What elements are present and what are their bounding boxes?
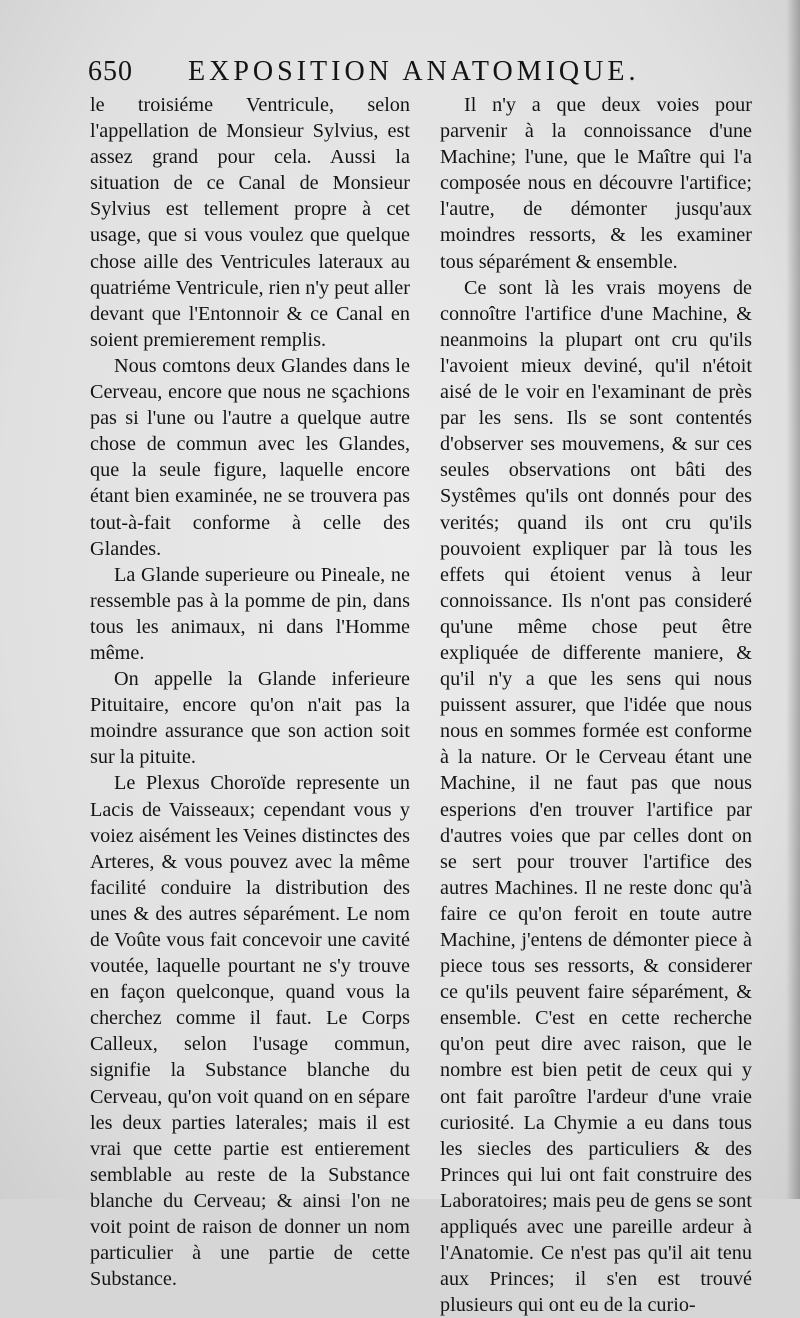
page-number: 650 [88, 56, 133, 87]
paragraph: Il n'y a que deux voies pour parvenir à la connoissance d'une Machine; l'une, que le Maître qui l'a composée nous en découvre l'artifice; l'autre, de démonter jusqu'aux moindres ressorts, & les examiner tous séparément & ensemble. [440, 94, 752, 273]
running-title: EXPOSITION ANATOMIQUE. [188, 56, 640, 87]
left-column [90, 92, 410, 1292]
page-header [88, 56, 768, 92]
paragraph: On appelle la Glande inferieure Pituitaire, encore qu'on n'ait pas la moindre assurance que son action soit sur la pituite. [90, 668, 410, 769]
paragraph: le troisiéme Ventricule, selon l'appellation de Monsieur Sylvius, est assez grand pour cela. Aussi la situation de ce Canal de Monsieur Sylvius est tellement propre à cet usage, que si vous voulez que quelque chose aille des Ventricules lateraux au quatriéme Ventricule, rien n'y peut aller devant que l'Entonnoir & ce Canal en soient premierement remplis. [90, 94, 410, 351]
page-edge-shadow [786, 0, 800, 1199]
paragraph: Le Plexus Choroïde represente un Lacis de Vaisseaux; cependant vous y voiez aisément les Veines distinctes des Arteres, & vous pouvez avec la même facilité conduire la distribution des unes & des autres séparément. Le nom de Voûte vous fait concevoir une cavité voutée, laquelle pourtant ne s'y trouve en façon quelconque, quand vous la cherchez comme il faut. Le Corps Calleux, selon l'usage commun, signifie la Substance blanche du Cerveau, qu'on voit quand on en sépare les deux parties laterales; mais il est vrai que cette partie est entierement semblable au reste de la Substance blanche du Cerveau; & ainsi l'on ne voit point de raison de donner un nom particulier à une partie de cette Substance. [90, 772, 410, 1291]
right-column [440, 92, 752, 1318]
paragraph: Ce sont là les vrais moyens de connoître l'artifice d'une Machine, & neanmoins la plupart ont cru qu'ils l'avoient mieux deviné, qu'il n'étoit aisé de le voir en l'examinant de près par les sens. Ils se sont contentés d'observer ses mouvemens, & sur ces seules observations ont bâti des Systêmes qu'ils ont donnés pour des verités; quand ils ont cru qu'ils pouvoient expliquer par là tous les effets qui étoient venus à leur connoissance. Ils n'ont pas consideré qu'une même chose peut être expliquée de differente maniere, & qu'il n'y a que les sens qui nous puissent assurer, que l'idée que nous nous en sommes formée est conforme à la nature. Or le Cerveau étant une Machine, il ne faut pas que nous esperions d'en trouver l'artifice par d'autres voies que par celles dont on se sert pour trouver l'artifice des autres Machines. Il ne reste donc qu'à faire ce qu'on feroit en toute autre Machine, j'entens de démonter piece à piece tous ses ressorts, & considerer ce qu'ils peuvent faire séparément, & ensemble. C'est en cette recherche qu'on peut dire avec raison, que le nombre est bien petit de ceux qui y ont fait paroître l'ardeur d'une vraie curiosité. La Chymie a eu dans tous les siecles des particuliers & des Princes qui lui ont fait construire des Laboratoires; mais peu de gens se sont appliqués avec une pareille ardeur à l'Anatomie. Ce n'est pas qu'il ait tenu aux Princes; il s'en est trouvé plusieurs qui ont eu de la curio- [440, 276, 752, 1317]
paragraph: Nous comtons deux Glandes dans le Cerveau, encore que nous ne sçachions pas si l'une ou l'autre a quelque autre chose de commun avec les Glandes, que la seule figure, laquelle encore étant bien examinée, ne se trouvera pas tout-à-fait conforme à celle des Glandes. [90, 354, 410, 560]
paragraph: La Glande superieure ou Pineale, ne ressemble pas à la pomme de pin, dans tous les animaux, ni dans l'Homme même. [90, 563, 410, 664]
